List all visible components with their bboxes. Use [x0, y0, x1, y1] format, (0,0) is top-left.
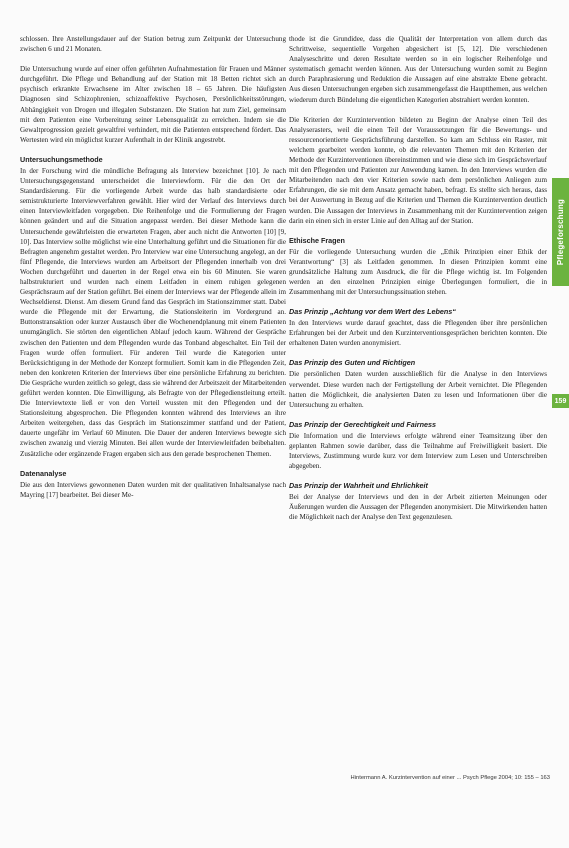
page-number: 159 [552, 394, 569, 408]
section-side-tab [552, 178, 569, 286]
paragraph: Für die vorliegende Untersuchung wurden die „Ethik Prinzipien einer Ethik der Verantwortung“ [3] als Leitfaden genommen. In diesen Prinzipien kommt eine grundsätzliche Haltung zum Ausdruck, die für die Pflege wichtig ist. Im Folgenden werden an den einzelnen Prinzipien einige Überlegungen formuliert, die in Zusammenhang mit der Untersuchungssituation stehen. [289, 247, 547, 297]
right-column [289, 34, 547, 532]
section-heading: Ethische Fragen [289, 235, 345, 245]
paragraph: Die Information und die Interviews erfolgte während einer Teamsitzung über den geplanten Rahmen sowie darüber, dass die Teilnahme auf Freiwilligkeit basiert. Die Interviews, Zustimmung wurde kurz vor dem Interview zum Lesen und Unterschreiben abgegeben. [289, 431, 547, 471]
section-heading: Datenanalyse [20, 468, 67, 478]
citation-footer: Hintermann A. Kurzintervention auf einer ... Psych Pflege 2004; 10: 155 – 163 [350, 775, 550, 781]
side-tab-label: Pflegeforschung [556, 198, 565, 266]
paragraph: In der Forschung wird die mündliche Befragung als Interview bezeichnet [10]. Je nach Untersuchungsgegenstand unterscheidet die Interviewform. Für die den Ort der Standardisierung. Für die vorliegende Arbeit wurde das halb standardisierte oder semistrukturierte Interviewverfahren gewählt. Hier wird der Verlauf des Interviews durch einen Interviewleitfaden vorgegeben. Die Reihenfolge und die Formulierung der Fragen können geändert und auf die Situation angepasst werden. Bei dieser Methode kann die Untersuchende gewährleisten die erwarteten Fragen, aber auch nicht die Antworten [10] [9, 10]. Das Interview sollte möglichst wie eine Unterhaltung geführt und die Situationen für die Befragten angenehm gestaltet werden. Pro Interview war eine Untersuchung angelegt, an der fünf Pflegende, die Interviews wurden am Arbeitsort der Pflegenden innerhalb von drei Wochen durchgeführt und dauerten in der Regel etwa ein bis 60 Minuten. Sie waren halbstrukturiert und wurden nach einem Leitfaden in einem ruhigen gelegenen Gesprächsraum auf der Station geführt. Bei einem der Interviews war der Pflegende allein im Wechseldienst. Dienst. Am diesem Grund fand das Gespräch im Stationszimmer statt. Dabei wurde die Pflegende mit der Erwartung, die Stationsleiterin im Vordergrund an. Buttonstransaktion oder kurzer Austausch über die Wochenendplanung mit einem Patienten unumgänglich. Sie störten den eigentlichen Ablauf jedoch kaum. Während der Gespräche zwischen den Patienten und dem Pflegenden wurde das Tonband abgeschaltet. Ein Teil der Fragen wurde offen formuliert. Für anderen Teil wurde die Kategorien unter Berücksichtigung in der Methode der Konzept formuliert. Somit kam in die Pflegenden Zeit, neben den konkreten Kriterien der Interviews über eine persönliche Erfahrung zu berichten. Die Gespräche wurden zeitlich so gelegt, dass sie während der Arbeitszeit der Mitarbeitenden geführt werden konnten. Die Einwilligung, als Befragte von der Pflegedienstleitung erteilt. Die Interviewtexte ließ er von den Vorteil wussten mit den Pflegenden und der Stationsleitung abgesprochen. Die Pflegenden konnten während des Interviews an ihre Arbeiten weitergehen, dass das Gespräch im Stationszimmer stattfand und der Patient, dauerte ungefähr im Verlauf 60 Minuten. Die Dauer der anderen Interviews bewegte sich zwischen zwanzig und vierzig Minuten. Bei allen wurde der Interviewleitfaden beibehalten. Zusätzliche oder ergänzende Fragen ergaben sich aus den gerade besprochenen Themen. [20, 166, 286, 458]
left-column [20, 34, 286, 510]
paragraph: Die aus den Interviews gewonnenen Daten wurden mit der qualitativen Inhaltsanalyse nach Mayring [17] bearbeitet. Bei dieser Me- [20, 480, 286, 499]
subsection-heading: Das Prinzip der Gerechtigkeit und Fairness [289, 419, 436, 429]
section-heading: Untersuchungsmethode [20, 154, 103, 164]
subsection-heading: Das Prinzip „Achtung vor dem Wert des Lebens“ [289, 307, 456, 317]
paragraph: schlossen. Ihre Anstellungsdauer auf der Station betrug zum Zeitpunkt der Untersuchung zwischen 6 und 21 Monaten. [20, 35, 286, 54]
subsection-heading: Das Prinzip des Guten und Richtigen [289, 358, 416, 368]
paragraph: In den Interviews wurde darauf geachtet, dass die Pflegenden über ihre persönlichen Erfahrungen bei der Arbeit und den Kurzinterventionsgesprächen berichten konnten. Die erhaltenen Daten wurden anonymisiert. [289, 319, 547, 348]
paragraph: Die persönlichen Daten wurden ausschließlich für die Analyse in den Interviews verwendet. Diese wurden nach der Fertigstellung der Arbeit vernichtet. Die Pflegenden hatten die Möglichkeit, die analysierten Daten zu lesen und Informationen über die Untersuchung zu erhalten. [289, 370, 547, 409]
paragraph: Die Untersuchung wurde auf einer offen geführten Aufnahmestation für Frauen und Männer durchgeführt. Die Pflege und Behandlung auf der Station mit 18 Betten richtet sich an psychisch erkrankte Erwachsene im Alter zwischen 18 – 65 Jahren. Die häufigsten Diagnosen sind Schizophrenien, schizoaffektive Psychosen, Persönlichkeitsstörungen, Abhängigkeit von Drogen und illegalen Substanzen. Die Station hat zum Ziel, gemeinsam mit dem Patienten eine Vorbereitung seiner Lebensqualität zu erreichen. Indem sie die Gewaltprogression gezielt gewaltfrei verhindert, mit die Patienten entsprechend fördert. Das Wertesten wird ein möglichst kurzer Aufenthalt in der Klinik angestrebt. [20, 65, 286, 144]
subsection-heading: Das Prinzip der Wahrheit und Ehrlichkeit [289, 481, 428, 491]
paragraph: Die Kriterien der Kurzintervention bildeten zu Beginn der Analyse einen Teil des Analyserasters, weil die einen Teil der Voraussetzungen für die Bewertungs- und ressourcenorientierte Gesprächsführung darstellen. So kam am Schluss ein Raster, mit welchem gearbeitet werden konnte, ob die relevanten Themen mit den Kriterien der Methode der Kurzinterventionen übereinstimmen und wie diese sich im Gesprächsverlauf mit den Pflegenden und Patienten zur Anwendung kamen. In den Interviews wurden die Mitarbeitenden nach den vier Kriterien sowie nach dem persönlichen Anliegen zum Erfahrungen, die sie mit dem Ansatz gemacht haben, befragt. Es stellte sich heraus, dass bei der Auswertung in Bezug auf die Kriterien und Themen die Kurzintervention deutlich wurden. Die Aussagen der Interviews in Zusammenhang mit der Kurzintervention zeigen darin ein einen sich in erster Linie auf den Alltag auf der Station. [289, 115, 547, 225]
paragraph: thode ist die Grundidee, dass die Qualität der Interpretation von allem durch das Schrittweise, sequentielle Vorgehen abgesichert ist [5, 12]. Die verschiedenen Analyseschritte und deren Resultate werden so in ein logischer Reihenfolge und systematisch gemacht werden können. Aus der Untersuchung wurden somit zu Beginn durch Paraphrasierung und Reduktion die Aussagen auf eine abstrakte Ebene gebracht. Aus diesen Untersuchungen ergeben sich zusammengefasst die Hauptthemen, aus welchen wiederum durch Bündelung die eigentlichen Kategorien abstrahiert werden konnten. [289, 35, 547, 104]
paragraph: Bei der Analyse der Interviews und den in der Arbeit zitierten Meinungen oder Äußerungen wurden die Aussagen der Pflegenden anonymisiert. Die Mitwirkenden hatten die Möglichkeit nach der Analyse den Text gegenzulesen. [289, 493, 547, 522]
